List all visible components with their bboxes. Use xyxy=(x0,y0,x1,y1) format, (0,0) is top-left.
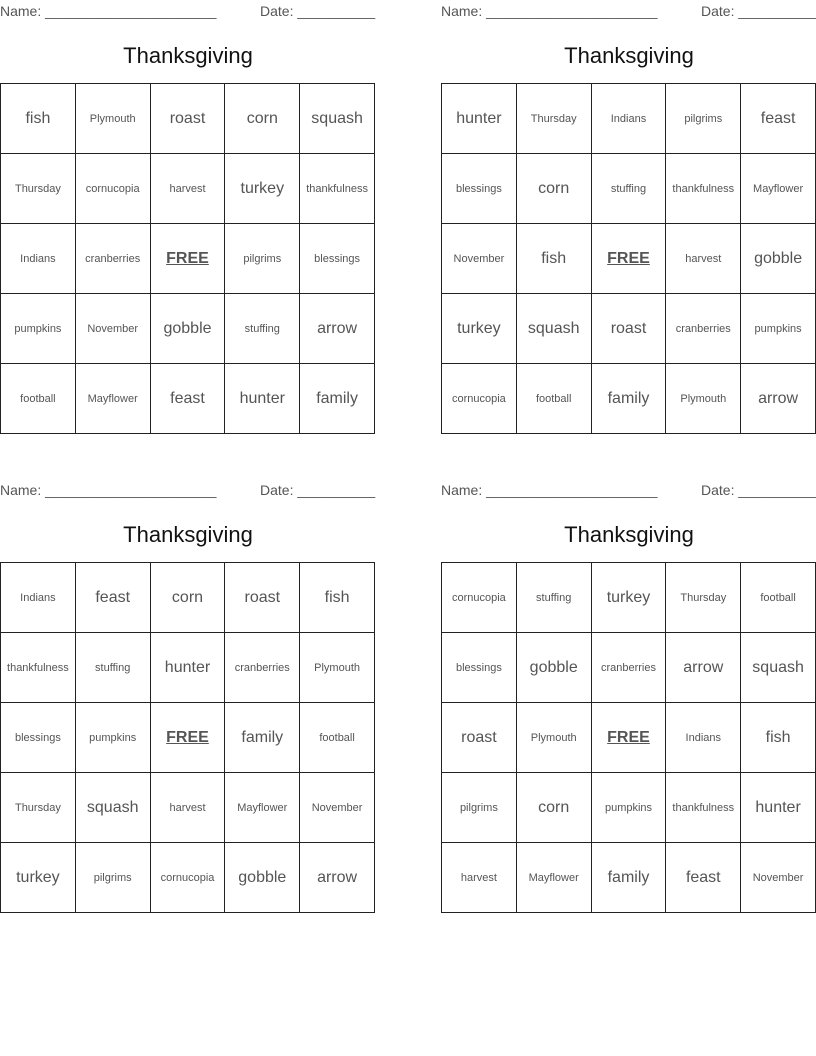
bingo-cell: Mayflower xyxy=(517,843,592,913)
bingo-cell: pilgrims xyxy=(442,773,517,843)
date-field-label[interactable]: Date: __________ xyxy=(260,482,376,498)
bingo-cell: squash xyxy=(741,633,816,703)
bingo-cell: pumpkins xyxy=(76,703,151,773)
bingo-cell: blessings xyxy=(442,154,517,224)
bingo-cell: hunter xyxy=(741,773,816,843)
bingo-cell: feast xyxy=(666,843,741,913)
bingo-cell: fish xyxy=(741,703,816,773)
bingo-cell: harvest xyxy=(151,773,226,843)
bingo-cell: gobble xyxy=(225,843,300,913)
bingo-grid xyxy=(0,83,375,434)
bingo-cell: hunter xyxy=(442,84,517,154)
bingo-cell: harvest xyxy=(151,154,226,224)
bingo-cell: Indians xyxy=(592,84,667,154)
bingo-cell: family xyxy=(300,364,375,434)
bingo-cell: November xyxy=(76,294,151,364)
bingo-grid xyxy=(441,562,816,913)
bingo-cell: roast xyxy=(442,703,517,773)
bingo-cell: roast xyxy=(225,563,300,633)
bingo-cell: turkey xyxy=(442,294,517,364)
bingo-cell: Mayflower xyxy=(741,154,816,224)
bingo-cell: roast xyxy=(151,84,226,154)
free-space-cell: FREE xyxy=(151,224,226,294)
bingo-cell: family xyxy=(592,843,667,913)
bingo-cell: fish xyxy=(300,563,375,633)
bingo-cell: Indians xyxy=(1,224,76,294)
bingo-cell: pumpkins xyxy=(741,294,816,364)
bingo-cell: football xyxy=(300,703,375,773)
free-space-cell: FREE xyxy=(592,224,667,294)
card-title: Thanksgiving xyxy=(564,43,694,68)
bingo-cell: turkey xyxy=(592,563,667,633)
bingo-cell: pumpkins xyxy=(592,773,667,843)
bingo-cell: gobble xyxy=(151,294,226,364)
bingo-cell: Plymouth xyxy=(517,703,592,773)
date-field-label[interactable]: Date: __________ xyxy=(701,482,816,498)
bingo-cell: pumpkins xyxy=(1,294,76,364)
bingo-cell: gobble xyxy=(741,224,816,294)
bingo-cell: harvest xyxy=(442,843,517,913)
bingo-cell: roast xyxy=(592,294,667,364)
bingo-cell: squash xyxy=(76,773,151,843)
name-field-label[interactable]: Name: ______________________ xyxy=(441,3,658,19)
bingo-cell: arrow xyxy=(300,843,375,913)
bingo-cell: pilgrims xyxy=(76,843,151,913)
bingo-cell: cornucopia xyxy=(76,154,151,224)
card-header xyxy=(0,1,376,21)
bingo-cell: cornucopia xyxy=(151,843,226,913)
bingo-cell: blessings xyxy=(442,633,517,703)
card-header xyxy=(441,1,816,21)
bingo-cell: November xyxy=(442,224,517,294)
free-space-cell: FREE xyxy=(151,703,226,773)
bingo-cell: pilgrims xyxy=(225,224,300,294)
bingo-cell: arrow xyxy=(741,364,816,434)
bingo-cell: family xyxy=(225,703,300,773)
bingo-cell: Thursday xyxy=(1,773,76,843)
bingo-cell: squash xyxy=(300,84,375,154)
bingo-cell: Mayflower xyxy=(76,364,151,434)
name-field-label[interactable]: Name: ______________________ xyxy=(441,482,658,498)
bingo-cell: thankfulness xyxy=(666,154,741,224)
bingo-cell: arrow xyxy=(300,294,375,364)
bingo-card-2 xyxy=(441,1,816,441)
bingo-cell: cranberries xyxy=(76,224,151,294)
bingo-cell: cornucopia xyxy=(442,563,517,633)
bingo-cell: gobble xyxy=(517,633,592,703)
bingo-cell: Thursday xyxy=(517,84,592,154)
bingo-cell: thankfulness xyxy=(300,154,375,224)
bingo-cell: Mayflower xyxy=(225,773,300,843)
bingo-cell: Indians xyxy=(666,703,741,773)
bingo-cell: corn xyxy=(517,154,592,224)
bingo-cell: corn xyxy=(517,773,592,843)
bingo-cell: Thursday xyxy=(666,563,741,633)
bingo-cell: fish xyxy=(1,84,76,154)
card-title: Thanksgiving xyxy=(123,522,253,547)
free-space-cell: FREE xyxy=(592,703,667,773)
bingo-cell: family xyxy=(592,364,667,434)
bingo-cell: stuffing xyxy=(225,294,300,364)
bingo-cell: feast xyxy=(151,364,226,434)
bingo-cell: stuffing xyxy=(517,563,592,633)
date-field-label[interactable]: Date: __________ xyxy=(260,3,376,19)
bingo-cell: squash xyxy=(517,294,592,364)
name-field-label[interactable]: Name: ______________________ xyxy=(0,482,217,498)
bingo-cell: football xyxy=(1,364,76,434)
bingo-cell: stuffing xyxy=(592,154,667,224)
bingo-card-4 xyxy=(441,480,816,920)
bingo-cell: Plymouth xyxy=(76,84,151,154)
bingo-cell: Thursday xyxy=(1,154,76,224)
bingo-cell: Plymouth xyxy=(666,364,741,434)
bingo-cell: stuffing xyxy=(76,633,151,703)
bingo-grid xyxy=(0,562,375,913)
bingo-cell: hunter xyxy=(151,633,226,703)
bingo-cell: November xyxy=(300,773,375,843)
bingo-cell: football xyxy=(741,563,816,633)
bingo-cell: cranberries xyxy=(592,633,667,703)
bingo-cell: fish xyxy=(517,224,592,294)
bingo-cell: football xyxy=(517,364,592,434)
bingo-cell: Plymouth xyxy=(300,633,375,703)
bingo-cell: thankfulness xyxy=(666,773,741,843)
card-title: Thanksgiving xyxy=(123,43,253,68)
name-field-label[interactable]: Name: ______________________ xyxy=(0,3,217,19)
bingo-cell: corn xyxy=(225,84,300,154)
bingo-cell: November xyxy=(741,843,816,913)
bingo-cell: turkey xyxy=(1,843,76,913)
card-title: Thanksgiving xyxy=(564,522,694,547)
bingo-cell: cornucopia xyxy=(442,364,517,434)
bingo-cell: thankfulness xyxy=(1,633,76,703)
bingo-cell: blessings xyxy=(1,703,76,773)
bingo-cell: feast xyxy=(76,563,151,633)
bingo-cell: pilgrims xyxy=(666,84,741,154)
bingo-cell: cranberries xyxy=(666,294,741,364)
date-field-label[interactable]: Date: __________ xyxy=(701,3,816,19)
bingo-cell: cranberries xyxy=(225,633,300,703)
bingo-cell: harvest xyxy=(666,224,741,294)
card-header xyxy=(441,480,816,500)
bingo-cell: blessings xyxy=(300,224,375,294)
bingo-cell: feast xyxy=(741,84,816,154)
bingo-cell: Indians xyxy=(1,563,76,633)
card-header xyxy=(0,480,376,500)
bingo-cell: corn xyxy=(151,563,226,633)
bingo-cell: arrow xyxy=(666,633,741,703)
bingo-card-1 xyxy=(0,1,376,441)
bingo-cell: turkey xyxy=(225,154,300,224)
bingo-card-3 xyxy=(0,480,376,920)
bingo-cell: hunter xyxy=(225,364,300,434)
bingo-grid xyxy=(441,83,816,434)
